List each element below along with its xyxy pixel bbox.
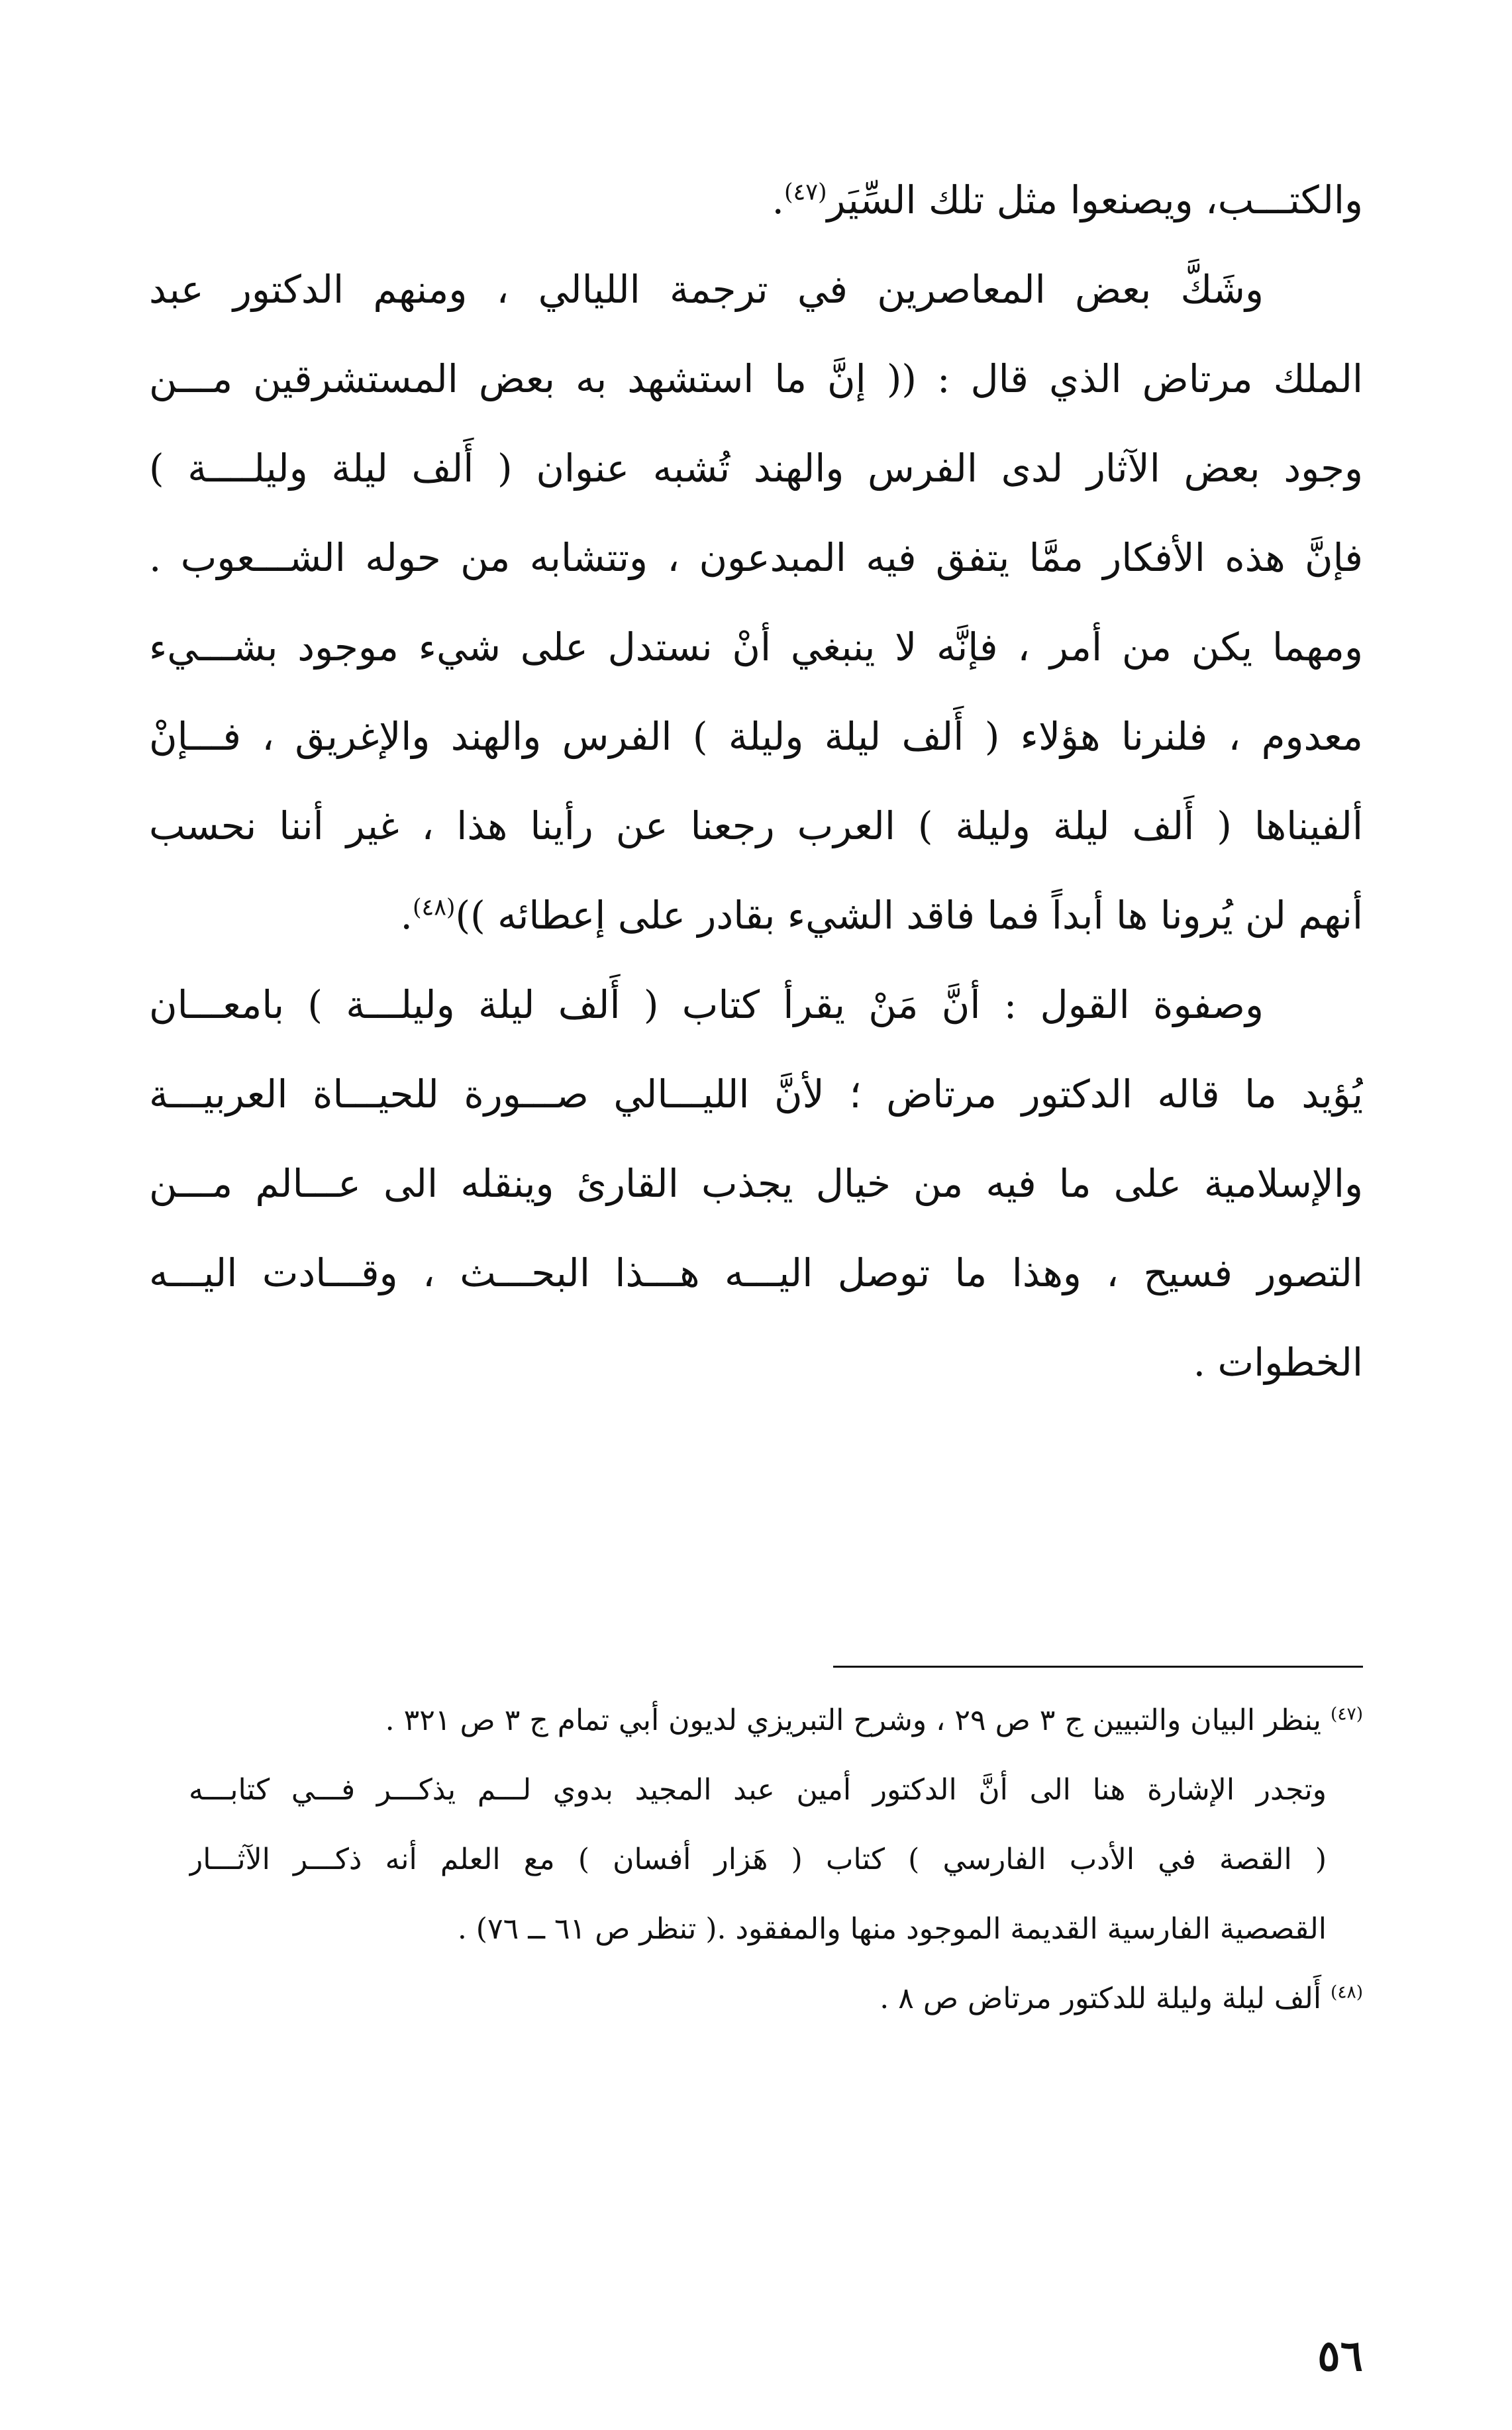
footnote-ref-47: (٤٧) [783, 179, 827, 206]
footnote-48-text-1: أَلف ليلة وليلة للدكتور مرتاض ص ٨ . [880, 1982, 1322, 2015]
footnote-ref-48: (٤٨) [412, 894, 456, 921]
text-line-6: ومهما يكن من أمر ، فإنَّه لا ينبغي أنْ نستدل على شيء موجود بشـــيء [149, 625, 1363, 670]
text-line-9-content: أنهم لن يُرونا ها أبداً فما فاقد الشيء بقادر على إعطائه )) [455, 893, 1363, 938]
text-line-9 [149, 871, 1363, 960]
text-line-9-end: . [400, 893, 413, 938]
footnote-47-line-4: القصصية الفارسية القديمة الموجود منها والمفقود .( تنظر ص ٦١ ــ ٧٦) . [457, 1912, 1327, 1946]
text-line-5: فإنَّ هذه الأفكار ممَّا يتفق فيه المبدعون ، وتتشابه من حوله الشـــعوب . [149, 535, 1363, 580]
text-line-10: وصفوة القول : أنَّ مَنْ يقرأ كتاب ( أَلف ليلة وليلـــة ) بامعـــان [149, 982, 1264, 1027]
text-line-1 [149, 156, 1363, 245]
text-line-4: وجود بعض الآثار لدى الفرس والهند تُشبه عنوان ( أَلف ليلة وليلــــة ) [149, 446, 1363, 491]
page-number: ٥٦ [1317, 2331, 1363, 2381]
footnote-47-line-3: ( القصة في الأدب الفارسي ) كتاب ( هَزار أفسان ) مع العلم أنه ذكـــر الآثـــار [189, 1843, 1327, 1876]
footnote-47-line-1 [189, 1686, 1363, 1755]
text-line-3: الملك مرتاض الذي قال : (( إنَّ ما استشهد به بعض المستشرقين مـــن [149, 356, 1363, 401]
footnote-47-line-2: وتجدر الإشارة هنا الى أنَّ الدكتور أمين عبد المجيد بدوي لـــم يذكـــر فـــي كتابـــه [189, 1773, 1327, 1807]
footnote-47-text-1: ينظر البيان والتبيين ج ٣ ص ٢٩ ، وشرح التبريزي لديون أبي تمام ج ٣ ص ٣٢١ . [385, 1703, 1322, 1737]
footnote-separator [833, 1666, 1363, 1668]
text-line-8: ألفيناها ( أَلف ليلة وليلة ) العرب رجعنا عن رأينا هذا ، غير أننا نحسب [149, 803, 1363, 848]
text-line-1-end: . [772, 177, 784, 223]
text-line-12: والإسلامية على ما فيه من خيال يجذب القارئ وينقله الى عـــالم مـــن [149, 1161, 1363, 1206]
footnotes-block [189, 1686, 1363, 2033]
text-line-1-content: والكتـــب، ويصنعوا مثل تلك السِّيَر [827, 177, 1363, 223]
footnote-48-line-1 [189, 1964, 1363, 2033]
footnote-marker-48: (٤٨) [1331, 1982, 1363, 2003]
footnote-marker-47: (٤٧) [1331, 1703, 1363, 1725]
main-text-block [149, 156, 1363, 1407]
text-line-7: معدوم ، فلنرنا هؤلاء ( أَلف ليلة وليلة ) الفرس والهند والإغريق ، فـــإنْ [149, 714, 1363, 759]
text-line-11: يُؤيد ما قاله الدكتور مرتاض ؛ لأنَّ الليـــالي صـــورة للحيـــاة العربيـــة [149, 1072, 1363, 1117]
text-line-14: الخطوات . [1193, 1340, 1363, 1385]
text-line-2: وشَكَّ بعض المعاصرين في ترجمة الليالي ، ومنهم الدكتور عبد [149, 267, 1264, 312]
text-line-13: التصور فسيح ، وهذا ما توصل اليـــه هـــذا البحـــث ، وقـــادت اليـــه [149, 1250, 1363, 1295]
